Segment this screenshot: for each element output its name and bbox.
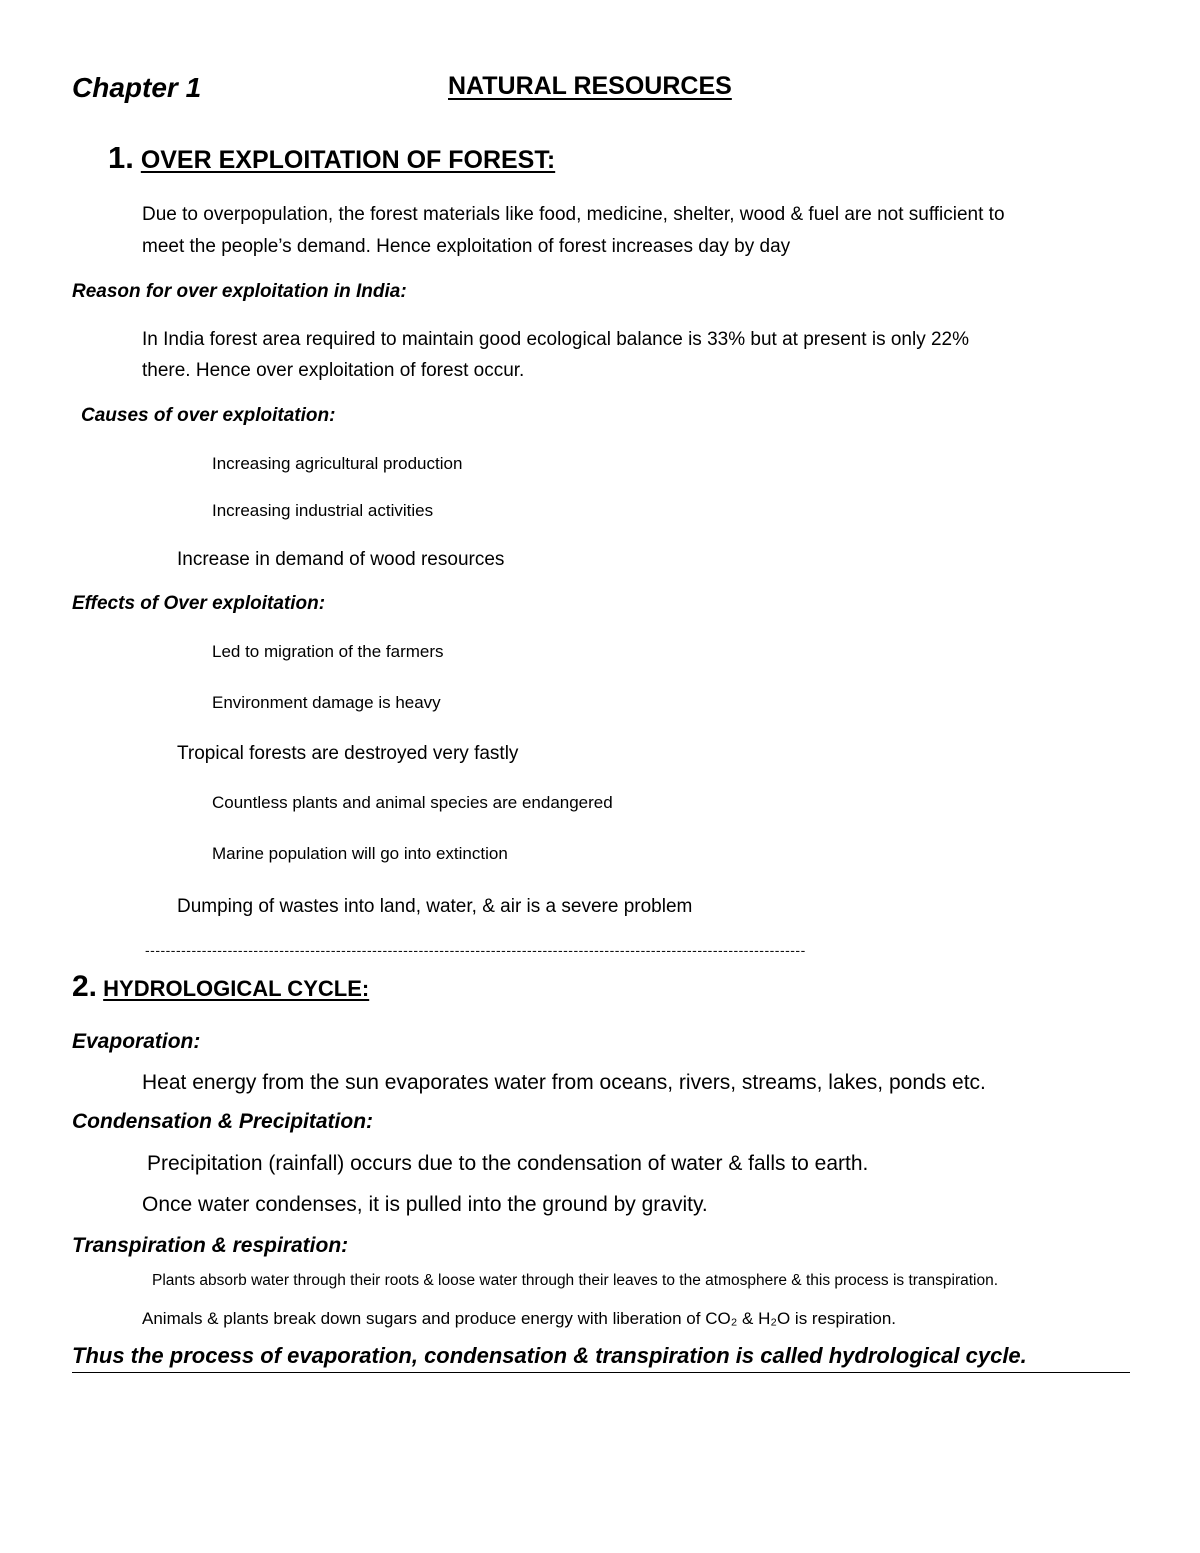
cause-item: Increasing industrial activities xyxy=(212,501,434,520)
bottom-rule xyxy=(72,1372,1130,1373)
reason-line-2: there. Hence over exploitation of forest occur. xyxy=(142,360,525,381)
transpiration-line-1: Plants absorb water through their roots & loose water through their leaves to the atmosphere & this process is transpiration. xyxy=(152,1272,999,1289)
cause-item: Increase in demand of wood resources xyxy=(177,549,505,570)
causes-heading: Causes of over exploitation: xyxy=(81,405,336,426)
conclusion-text: Thus the process of evaporation, condensation & transpiration is called hydrological cycle. xyxy=(72,1343,1027,1368)
evaporation-text: Heat energy from the sun evaporates water from oceans, rivers, streams, lakes, ponds etc. xyxy=(142,1071,986,1094)
section-separator: -------------------------------------------------------------------------------------------------------------------------------- xyxy=(145,942,806,958)
effect-item: Tropical forests are destroyed very fastly xyxy=(177,743,519,764)
effects-heading: Effects of Over exploitation: xyxy=(72,593,326,614)
section-2-heading xyxy=(72,972,369,1002)
chapter-label: Chapter 1 xyxy=(72,72,202,103)
section-1-intro-line-2: meet the people’s demand. Hence exploitation of forest increases day by day xyxy=(142,236,791,257)
respiration-line: Animals & plants break down sugars and produce energy with liberation of CO₂ & H₂O is respiration. xyxy=(142,1309,897,1328)
section-1-intro-line-1: Due to overpopulation, the forest materials like food, medicine, shelter, wood & fuel are not sufficient to xyxy=(142,204,1005,225)
evaporation-heading: Evaporation: xyxy=(72,1030,201,1053)
condensation-heading: Condensation & Precipitation: xyxy=(72,1110,374,1133)
cause-item: Increasing agricultural production xyxy=(212,454,463,473)
document-title: NATURAL RESOURCES xyxy=(448,72,732,100)
section-1-number: 1. xyxy=(108,140,134,175)
effect-item: Dumping of wastes into land, water, & air is a severe problem xyxy=(177,896,693,917)
section-1-title: OVER EXPLOITATION OF FOREST: xyxy=(140,146,556,174)
condensation-line-1: Precipitation (rainfall) occurs due to the condensation of water & falls to earth. xyxy=(147,1152,869,1175)
effect-item: Environment damage is heavy xyxy=(212,693,441,712)
section-2-title: HYDROLOGICAL CYCLE: xyxy=(103,976,370,1001)
reason-heading: Reason for over exploitation in India: xyxy=(72,281,407,302)
effect-item: Marine population will go into extinction xyxy=(212,844,508,863)
section-2-number: 2. xyxy=(72,970,98,1003)
condensation-line-2: Once water condenses, it is pulled into the ground by gravity. xyxy=(142,1193,708,1216)
effect-item: Led to migration of the farmers xyxy=(212,642,444,661)
section-1-heading xyxy=(108,142,555,173)
effect-item: Countless plants and animal species are endangered xyxy=(212,793,613,812)
transpiration-heading: Transpiration & respiration: xyxy=(72,1234,349,1257)
reason-line-1: In India forest area required to maintain good ecological balance is 33% but at present is only 22% xyxy=(142,329,970,350)
